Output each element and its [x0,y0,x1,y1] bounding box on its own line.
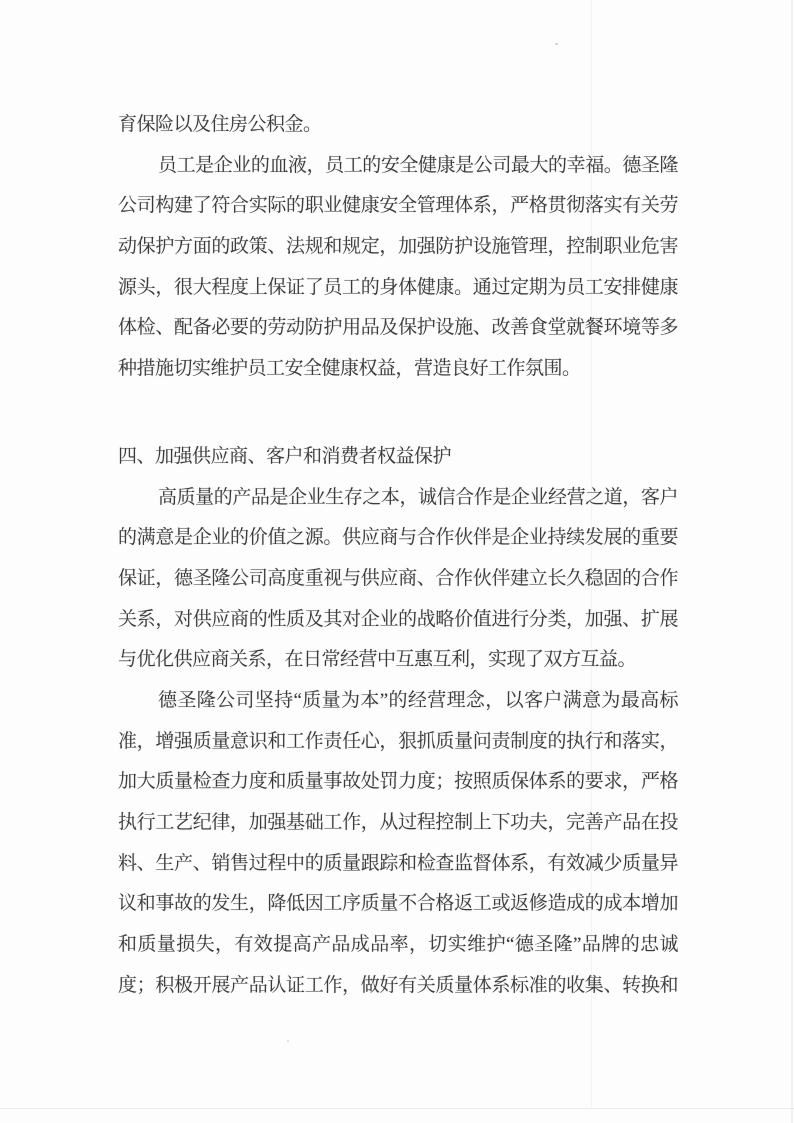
text-line: 的满意是企业的价值之源。供应商与合作伙伴是企业持续发展的重要 [118,527,678,549]
paragraph [118,105,678,146]
text-line: 准，增强质量意识和工作责任心，狠抓质量问责制度的执行和落实， [118,730,678,752]
text-line: 德圣隆公司坚持“质量为本”的经营理念，以客户满意为最高标 [158,689,678,711]
text-line: 高质量的产品是企业生存之本，诚信合作是企业经营之道，客户 [158,486,678,508]
text-line: 执行工艺纪律，加强基础工作，从过程控制上下功夫，完善产品在投 [118,812,678,833]
document-text [118,105,678,1006]
text-line: 体检、配备必要的劳动防护用品及保护设施、改善食堂就餐环境等多 [118,317,678,339]
text-line: 料、生产、销售过程中的质量跟踪和检查监督体系，有效减少质量异 [118,852,678,874]
text-line: 源头，很大程度上保证了员工的身体健康。通过定期为员工安排健康 [118,276,678,298]
paragraph [118,478,678,681]
text-line: 与优化供应商关系，在日常经营中互惠互利，实现了双方互益。 [118,649,637,671]
text-line: 和质量损失，有效提高产品成品率，切实维护“德圣隆”品牌的忠诚 [118,934,678,956]
heading-line: 四、加强供应商、客户和消费者权益保护 [118,445,452,467]
paragraph [118,146,678,390]
text-line: 保证，德圣隆公司高度重视与供应商、合作伙伴建立长久稳固的合作 [118,567,678,589]
text-line: 关系，对供应商的性质及其对企业的战略价值进行分类，加强、扩展 [118,608,678,630]
text-line: 度；积极开展产品认证工作，做好有关质量体系标准的收集、转换和 [118,974,678,996]
paragraph [118,681,678,1007]
text-line: 育保险以及住房公积金。 [118,114,322,135]
scan-artifact-speck [287,1040,289,1042]
scan-artifact-sheet-edge [0,1108,794,1109]
text-line: 加大质量检查力度和质量事故处罚力度；按照质保体系的要求，严格 [118,771,678,793]
text-line: 种措施切实维护员工安全健康权益，营造良好工作氛围。 [118,358,581,380]
section-heading [118,437,678,478]
text-line: 员工是企业的血液，员工的安全健康是公司最大的幸福。德圣隆 [158,154,678,176]
scan-artifact-right-edge [791,0,793,1123]
scan-artifact-speck [555,43,558,45]
text-line: 议和事故的发生，降低因工序质量不合格返工或返修造成的成本增加 [118,893,678,915]
text-line: 公司构建了符合实际的职业健康安全管理体系，严格贯彻落实有关劳 [118,195,678,217]
text-line: 动保护方面的政策、法规和规定，加强防护设施管理，控制职业危害 [118,236,678,258]
